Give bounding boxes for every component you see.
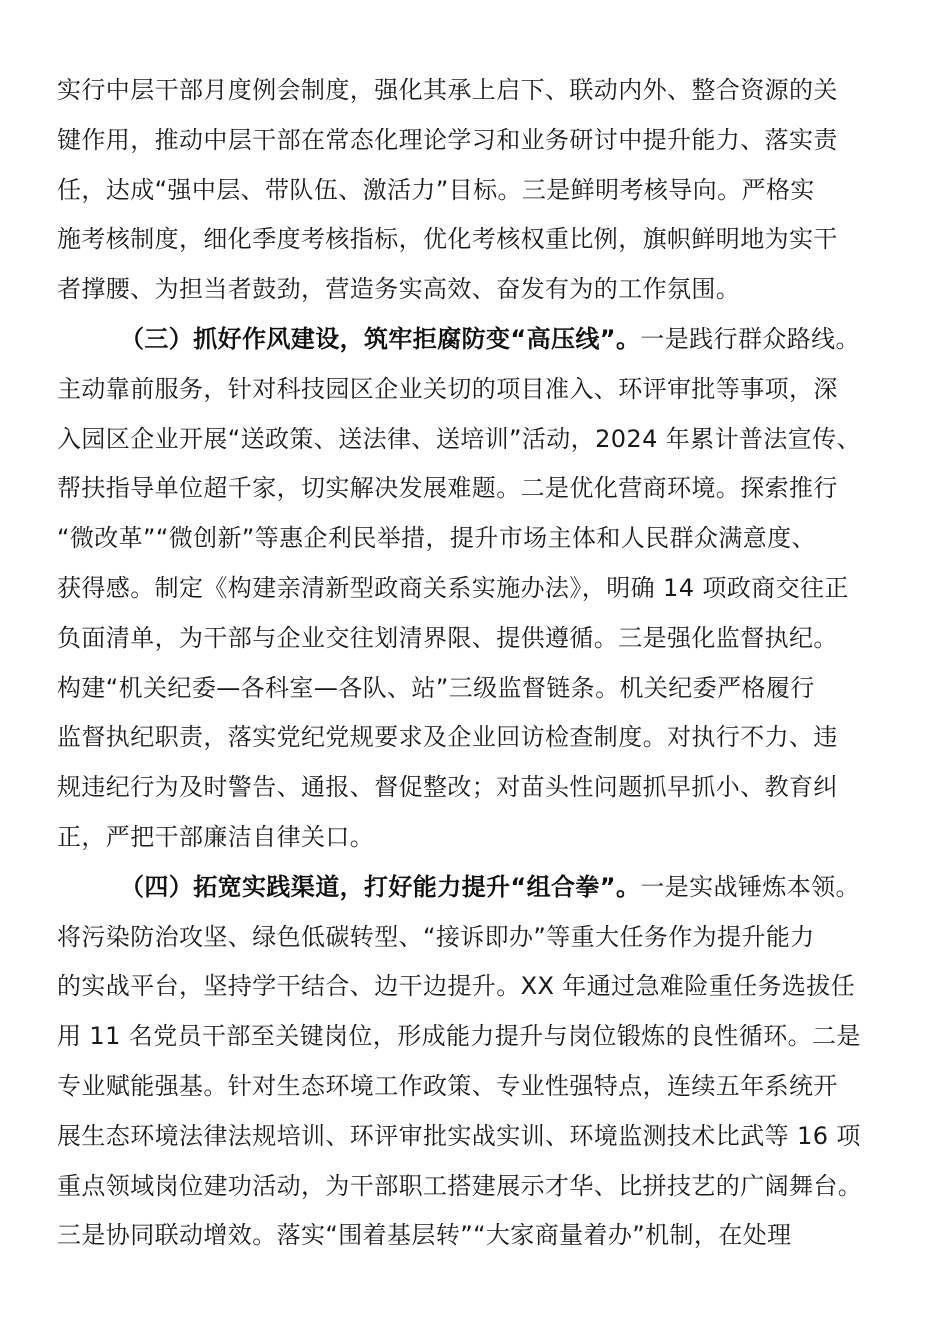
line-text: 重点领域岗位建功活动，为干部职工搭建展示才华、比拼技艺的广阔舞台。 [57,1171,863,1200]
text-line [57,166,897,216]
line-text: 的实战平台，坚持学干结合、边干边提升。XX 年通过急难险重任务选拔任 [57,972,856,1001]
line-text: 入园区企业开展“送政策、送法律、送培训”活动，2024 年累计普法宣传、 [57,424,861,453]
line-text: 监督执纪职责，落实党纪党规要求及企业回访检查制度。对执行不力、违 [57,723,838,752]
line-text: 三是协同联动增效。落实“围着基层转”“大家商量着办”机制，在处理 [57,1221,792,1250]
line-text: 者撑腰、为担当者鼓劲，营造务实高效、奋发有为的工作氛围。 [57,275,741,304]
line-text: “微改革”“微创新”等惠企利民举措，提升市场主体和人民群众满意度、 [57,524,816,553]
text-line [57,365,897,415]
line-text: 规违纪行为及时警告、通报、督促整改；对苗头性问题抓早抓小、教育纠 [57,773,838,802]
text-line [57,514,897,564]
document-body [57,66,897,1261]
text-line [57,962,897,1012]
text-line [57,464,897,514]
line-text: 获得感。制定《构建亲清新型政商关系实施办法》，明确 14 项政商交往正 [57,573,849,602]
line-text: 一是践行群众路线。 [640,324,860,353]
line-text: 正，严把干部廉洁自律关口。 [57,822,375,851]
line-text: 任，达成“强中层、带队伍、激活力”目标。三是鲜明考核导向。严格实 [57,175,815,204]
line-text: 一是实战锤炼本领。 [640,872,860,901]
text-line [57,713,897,763]
text-line [57,1112,897,1162]
line-text: 实行中层干部月度例会制度，强化其承上启下、联动内外、整合资源的关 [57,76,838,104]
text-line [57,1211,897,1261]
section-heading-3: （三）抓好作风建设，筑牢拒腐防变“高压线”。 [120,324,641,353]
line-text: 将污染防治攻坚、绿色低碳转型、“接诉即办”等重大任务作为提升能力 [57,922,815,951]
text-line [57,1062,897,1112]
text-line [57,913,897,963]
line-text: 用 11 名党员干部至关键岗位，形成能力提升与岗位锻炼的良性循环。二是 [57,1022,861,1051]
text-line [57,415,897,465]
text-line [57,1012,897,1062]
line-text: 键作用，推动中层干部在常态化理论学习和业务研讨中提升能力、落实责 [57,125,838,154]
text-line [57,116,897,166]
line-text: 构建“机关纪委—各科室—各队、站”三级监督链条。机关纪委严格履行 [57,673,815,702]
line-text: 展生态环境法律法规培训、环评审批实战实训、环境监测技术比武等 16 项 [57,1121,861,1150]
text-line [57,564,897,614]
line-text: 施考核制度，细化季度考核指标，优化考核权重比例，旗帜鲜明地为实干 [57,225,838,254]
text-line [57,614,897,664]
text-line [57,66,897,116]
text-line [57,215,897,265]
text-line [57,763,897,813]
section-heading-line [57,315,897,365]
text-line [57,813,897,863]
section-heading-line [57,863,897,913]
text-line [57,664,897,714]
section-heading-4: （四）拓宽实践渠道，打好能力提升“组合拳”。 [120,872,641,901]
line-text: 主动靠前服务，针对科技园区企业关切的项目准入、环评审批等事项，深 [57,374,838,403]
line-text: 负面清单，为干部与企业交往划清界限、提供遵循。三是强化监督执纪。 [57,623,838,652]
line-text: 专业赋能强基。针对生态环境工作政策、专业性强特点，连续五年系统开 [57,1071,838,1100]
text-line [57,1162,897,1212]
line-text: 帮扶指导单位超千家，切实解决发展难题。二是优化营商环境。探索推行 [57,474,838,503]
text-line [57,265,897,315]
